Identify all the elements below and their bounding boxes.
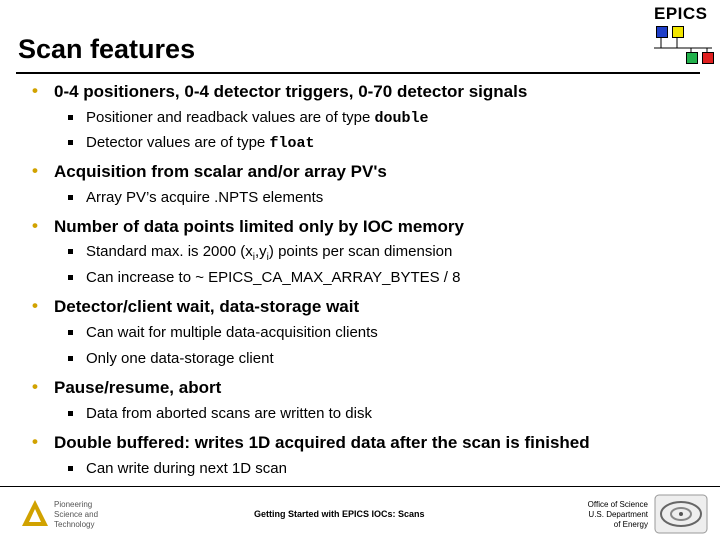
sub-bullet-text	[86, 243, 452, 263]
footer-center: Getting Started with EPICS IOCs: Scans	[254, 509, 425, 519]
bullet-text: Detector/client wait, data-storage wait	[54, 297, 360, 316]
footer-left-line: Science and	[54, 510, 99, 519]
sub-bullet-text: Array PV’s acquire .NPTS elements	[86, 189, 324, 206]
doe-seal-icon	[654, 494, 708, 534]
bullet-text: 0-4 positioners, 0-4 detector triggers, 0-70 detector signals	[54, 82, 528, 101]
sub-text: Standard max. is 2000 (x	[86, 243, 253, 260]
sub-text: Detector values are of type	[86, 134, 270, 151]
sub-bullet-square	[68, 115, 73, 120]
footer-divider	[0, 486, 720, 487]
sub-bullet-text: Can write during next 1D scan	[86, 460, 287, 477]
footer-left-line: Technology	[54, 520, 95, 529]
bullet-text: Number of data points limited only by IOC memory	[54, 217, 464, 236]
title-divider	[16, 72, 700, 74]
bullet-dot: •	[32, 81, 38, 100]
sub-bullet-text: Data from aborted scans are written to disk	[86, 405, 372, 422]
epics-logo	[648, 4, 714, 66]
bullet-dot: •	[32, 296, 38, 315]
sub-bullet-square	[68, 330, 73, 335]
footer-right-line: of Energy	[613, 520, 648, 529]
epics-logo-text: EPICS	[654, 4, 708, 23]
sub-bullet-square	[68, 411, 73, 416]
footer-right-line: U.S. Department	[588, 510, 648, 519]
sub-bullet-square	[68, 140, 73, 145]
footer-right-line: Office of Science	[587, 500, 648, 509]
bullet-text: Double buffered: writes 1D acquired data after the scan is finished	[54, 433, 590, 452]
subscript: i	[266, 252, 269, 263]
sub-bullet-square	[68, 275, 73, 280]
bullet-dot: •	[32, 377, 38, 396]
bullet-text: Pause/resume, abort	[54, 378, 222, 397]
logo-connector-lines	[648, 4, 714, 66]
bullet-dot: •	[32, 432, 38, 451]
sub-bullet-text: Only one data-storage client	[86, 350, 274, 367]
sub-text: Positioner and readback values are of type	[86, 109, 375, 126]
footer-left	[54, 500, 98, 530]
sub-bullet-square	[68, 249, 73, 254]
sub-text: ) points per scan dimension	[268, 243, 453, 260]
subscript: i	[252, 252, 255, 263]
bullet-dot: •	[32, 161, 38, 180]
sub-bullet-square	[68, 195, 73, 200]
sub-bullet-text	[86, 134, 314, 152]
bullet-text: Acquisition from scalar and/or array PV's	[54, 162, 387, 181]
footer-right	[566, 500, 648, 530]
sub-bullet-text	[86, 109, 429, 127]
argonne-logo-icon	[20, 498, 50, 528]
sub-text: ,y	[255, 243, 267, 260]
sub-bullet-square	[68, 356, 73, 361]
sub-bullet-text: Can wait for multiple data-acquisition clients	[86, 324, 378, 341]
sub-bullet-text: Can increase to ~ EPICS_CA_MAX_ARRAY_BYTES / 8	[86, 269, 461, 286]
code-float: float	[269, 135, 315, 152]
sub-bullet-square	[68, 466, 73, 471]
bullet-dot: •	[32, 216, 38, 235]
code-double: double	[374, 110, 429, 127]
page-title: Scan features	[18, 34, 196, 64]
footer-left-line: Pioneering	[54, 500, 93, 509]
